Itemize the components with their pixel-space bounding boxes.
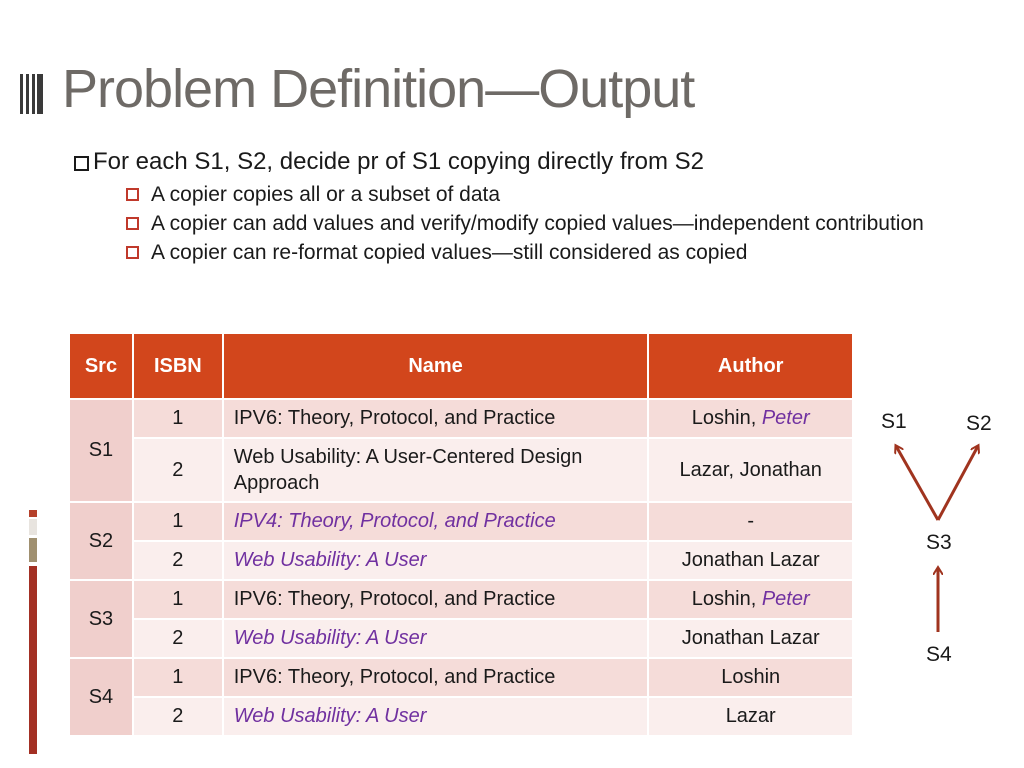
isbn-cell: 1 — [133, 658, 223, 697]
checkbox-bullet-icon — [126, 217, 139, 230]
node-s3: S3 — [926, 531, 952, 554]
author-cell: Loshin, Peter — [648, 399, 853, 438]
source-table — [68, 332, 854, 737]
name-cell: IPV6: Theory, Protocol, and Practice — [223, 658, 649, 697]
bullet-sub: A copier can add values and verify/modify copied values—independent contribution — [126, 211, 994, 236]
name-cell: IPV6: Theory, Protocol, and Practice — [223, 399, 649, 438]
checkbox-bullet-icon — [74, 156, 89, 171]
isbn-cell: 1 — [133, 502, 223, 541]
bullet-main: For each S1, S2, decide pr of S1 copying directly from S2 — [74, 148, 994, 176]
copy-diagram — [860, 400, 1024, 680]
name-cell: IPV6: Theory, Protocol, and Practice — [223, 580, 649, 619]
table-row — [69, 619, 853, 658]
src-cell: S2 — [69, 502, 133, 580]
author-cell: Jonathan Lazar — [648, 619, 853, 658]
name-cell: Web Usability: A User — [223, 541, 649, 580]
slide-title: Problem Definition—Output — [62, 59, 695, 119]
bullet-list — [74, 148, 994, 266]
src-cell: S4 — [69, 658, 133, 736]
author-cell: - — [648, 502, 853, 541]
arrow-s3-to-s1 — [896, 446, 938, 520]
isbn-cell: 2 — [133, 541, 223, 580]
node-s2: S2 — [966, 412, 992, 435]
node-s1: S1 — [881, 410, 907, 433]
column-header: ISBN — [133, 333, 223, 399]
isbn-cell: 1 — [133, 399, 223, 438]
title-decoration — [20, 74, 46, 114]
table-header-row — [69, 333, 853, 399]
table-row — [69, 438, 853, 502]
author-cell: Loshin, Peter — [648, 580, 853, 619]
column-header: Name — [223, 333, 649, 399]
name-cell: IPV4: Theory, Protocol, and Practice — [223, 502, 649, 541]
node-s4: S4 — [926, 643, 952, 666]
isbn-cell: 1 — [133, 580, 223, 619]
accent-bar — [29, 519, 37, 535]
bullet-sub: A copier can re-format copied values—still considered as copied — [126, 240, 994, 265]
isbn-cell: 2 — [133, 619, 223, 658]
author-cell: Loshin — [648, 658, 853, 697]
column-header: Author — [648, 333, 853, 399]
name-cell: Web Usability: A User — [223, 619, 649, 658]
accent-bar — [29, 538, 37, 562]
isbn-cell: 2 — [133, 438, 223, 502]
checkbox-bullet-icon — [126, 246, 139, 259]
accent-bar — [29, 510, 37, 517]
table-row — [69, 658, 853, 697]
author-cell: Jonathan Lazar — [648, 541, 853, 580]
table-row — [69, 697, 853, 736]
isbn-cell: 2 — [133, 697, 223, 736]
name-cell: Web Usability: A User-Centered Design Approach — [223, 438, 649, 502]
checkbox-bullet-icon — [126, 188, 139, 201]
table-row — [69, 541, 853, 580]
src-cell: S1 — [69, 399, 133, 502]
bullet-sub: A copier copies all or a subset of data — [126, 182, 994, 207]
accent-bar — [29, 566, 37, 754]
name-cell: Web Usability: A User — [223, 697, 649, 736]
arrow-s3-to-s2 — [938, 446, 978, 520]
author-cell: Lazar — [648, 697, 853, 736]
author-cell: Lazar, Jonathan — [648, 438, 853, 502]
src-cell: S3 — [69, 580, 133, 658]
table-row — [69, 580, 853, 619]
table-row — [69, 502, 853, 541]
column-header: Src — [69, 333, 133, 399]
table-row — [69, 399, 853, 438]
